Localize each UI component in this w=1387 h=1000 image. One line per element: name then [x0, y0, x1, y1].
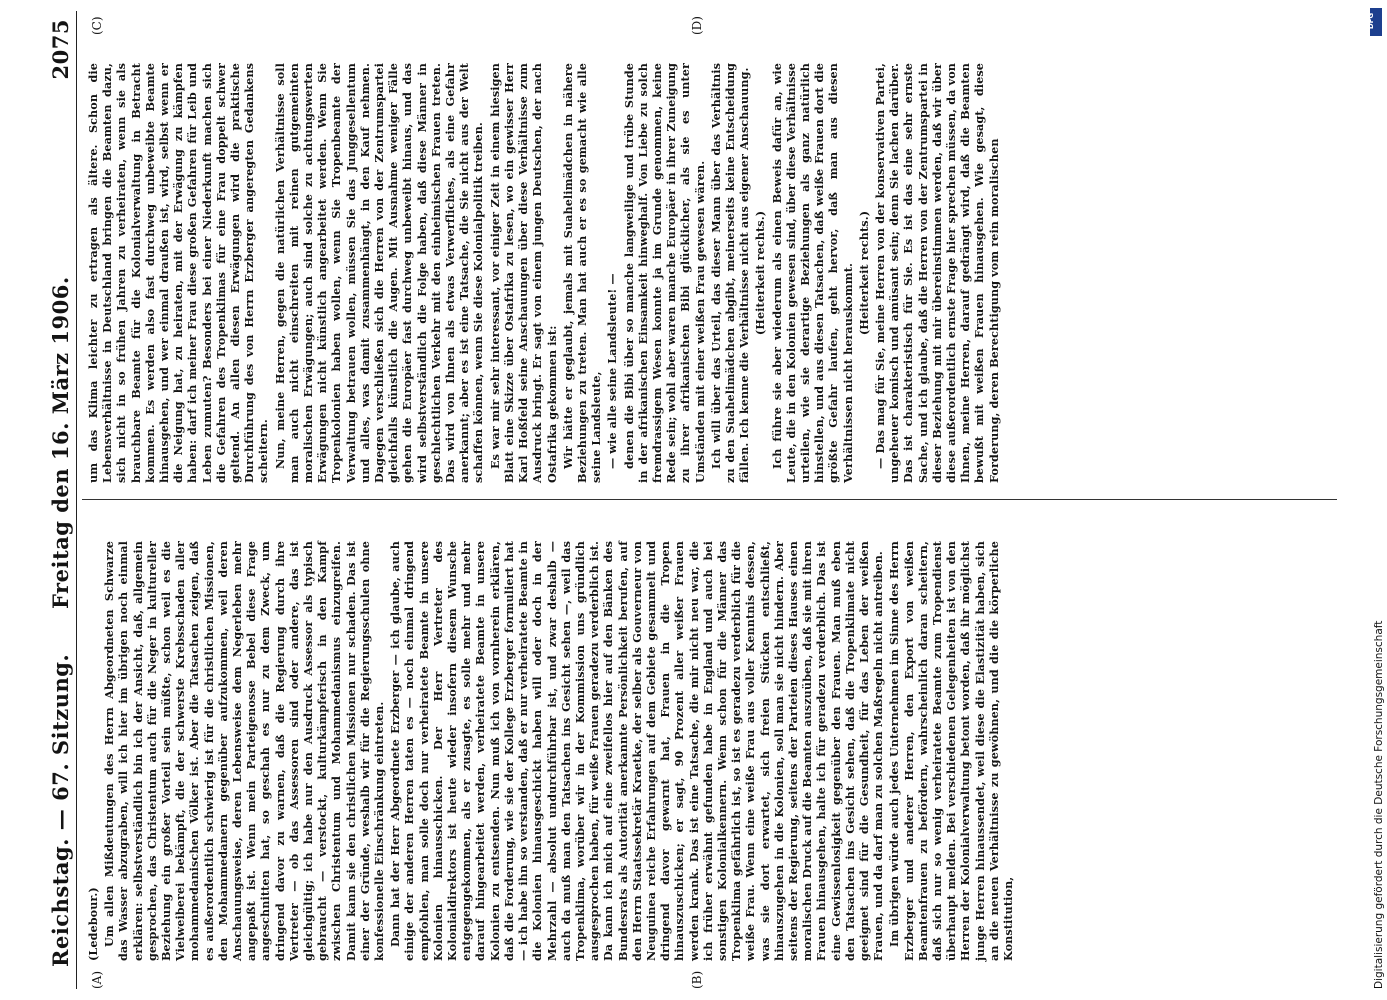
header-rule: [76, 11, 77, 989]
quote-interjection: — wie alle seine Landsleute! —: [605, 273, 620, 469]
margin-letter-c: (C): [90, 16, 104, 35]
paragraph: Es war mir sehr interessant, vor einiger Zeit in einem hiesigen Blatt eine Skizze über Ostafrika zu lesen, wo ein gewisser Herr Karl Hoßfeld seine Anschauungen über diese Verhältnisse zum Ausdruck bringt. Er sagt von einem jungen Deutschen, der nach Ostafrika gekommen ist:: [487, 63, 559, 483]
margin-letter-b: (B): [690, 970, 704, 989]
stage-direction: (Heiterkeit rechts.): [753, 210, 768, 336]
stage-direction: (Heiterkeit rechts.): [856, 210, 871, 336]
paragraph: Um allen Mißdeutungen des Herrn Abgeordneten Schwarze das Wasser abzugraben, will ich hier im übrigen noch einmal erklären: selbstverständlich bin ich der Ansicht, daß, allgemein gesprochen, das Christentum auch für die Neger in kultureller Beziehung ein großer Vorteil sein müßte, schon weil es die Vielweiberei bekämpft, die der schwerste Krebsschaden aller mohammedanischen Völker ist. Aber die Tatsachen zeigen, daß es außerordentlich schwierig ist für die christlichen Missionen, den Mohammedanern gegenüber aufzukommen, weil deren Anschauungsweise, deren Lebensweise dem Negerleben mehr angepaßt ist. Wenn mein Parteigenosse Bebel diese Frage angeschnitten hat, so geschah es nur zu dem Zweck, um dringend davor zu warnen, daß die Regierung durch ihre Vertreter — ob das Assessoren sind oder andere, das ist gleichgültig; ich habe nur den Ausdruck Assessor als typisch gebraucht — verstockt, kulturkämpferisch in den Kampf zwischen Christentum und Mohammedanismus einzugreifen. Damit kann sie den christlichen Missionen nur schaden. Das ist einer der Gründe, weshalb wir für die Regierungsschulen ohne konfessionelle Einschränkung eintreten.: [102, 541, 387, 961]
paragraph: — Das mag für Sie, meine Herren von der konservativen Partei, ungeheuer komisch und amüsant sein; denn Sie lachen darüber. Das ist charakteristisch für Sie. Es ist das eine sehr ernste Sache, und ich glaube, daß die Herren von der Zentrumspartei in dieser Beziehung mit mir übereinstimmen werden, daß wir über diese außerordentlich ernste Frage hier sprechen müssen, da von Ihnen, meine Herren, darauf gedrängt wird, daß die Beamten bewußt mit weißen Frauen hinausgehen. Wie gesagt, diese Forderung, deren Berechtigung vom rein moralischen: [872, 63, 1001, 483]
header-date: Freitag den 16. März 1906.: [48, 276, 73, 609]
paragraph: Ich will über das Urteil, das dieser Mann über das Verhältnis zu den Suahelimädchen abgibt, meinerseits keine Entscheidung fällen. Ich kenne die Verhältnisse nicht aus eigener Anschauung.: [708, 63, 752, 483]
paragraph: Im übrigen würde auch jedes Unternehmen im Sinne des Herrn Erzberger und anderer Herren, den Export von weißen Beamtenfrauen zu befördern, wahrscheinlich daran scheitern, daß sich nur so wenig verheiratete Beamte zum Tropendienst überhaupt melden. Bei verschiedenen Gelegenheiten ist von den Herren der Kolonialverwaltung betont worden, daß ihr möglichst junge Herren hinaussendet, weil diese die Elastizität haben, sich an die neuen Verhältnisse zu gewöhnen, und die die körperliche Konstitution,: [887, 541, 1015, 961]
page-number: 2075: [48, 19, 73, 80]
paragraph: um das Klima leichter zu ertragen als ältere. Schon die Lebensverhältnisse in Deutschland bringen die Beamten dazu, sich nicht in so frühen Jahren zu verheiraten, wenn sie als brauchbare Beamte für die Kolonialverwaltung in Betracht kommen. Es werden also fast durchweg unbeweibte Beamte hinausgehen, und wer einmal draußen ist, wird, selbst wenn er die Neigung hat, zu heiraten, mit der Erwägung zu kämpfen haben: darf ich meiner Frau diese großen Gefahren für Leib und Leben zumuten? Besonders bei einer Niederkunft machen sich die Gefahren des Tropenklimas für eine Frau doppelt schwer geltend. An allen diesen Erwägungen wird die praktische Durchführung des von Herrn Erzberger angeregten Gedankens scheitern.: [86, 63, 271, 483]
header-session: Reichstag. — 67. Sitzung.: [48, 653, 73, 967]
quote: denen die Bibi über so manche langweilige und trübe Stunde in der afrikanischen Einsamkeit hinweghalf. Von Liebe zu solch fremdrassigem Wesen konnte ja im Grunde genommen, keine Rede sein; wohl aber waren manche Europäer in ihrer Zuneigung zu ihrer afrikanischen Bibi glücklicher, als sie es unter Umständen mit einer weißen Frau gewesen wären.: [621, 63, 707, 483]
paragraph: Dann hat der Herr Abgeordnete Erzberger — ich glaube, auch einige der anderen Herren taten es — noch einmal dringend empfohlen, man solle doch nur verheiratete Beamte in unsere Kolonien hinausschicken. Der Herr Vertreter des Kolonialdirektors ist heute wieder insofern diesem Wunsche entgegengekommen, als er zusagte, es solle mehr und mehr darauf hingearbeitet werden, verheiratete Beamte in unsere Kolonien zu entsenden. Nun muß ich von vornherein erklären, daß die Forderung, wie sie der Kollege Erzberger formuliert hat — ich habe ihn so verstanden, daß er nur verheiratete Beamte in die Kolonien hinausgeschickt haben will oder doch in der Mehrzahl — absolut undurchführbar ist, und zwar deshalb — auch da muß man den Tatsachen ins Gesicht sehen —, weil das Tropenklima, worüber wir in der Kommission uns gründlich ausgesprochen haben, für weiße Frauen geradezu verderblich ist. Da kann ich mich auf eine zweifellos hier auf den Bänken des Bundesrats als Autorität anerkannte Persönlichkeit berufen, auf den Herrn Staatssekretär Kraetke, der selber als Gouverneur von Neuguinea reiche Erfahrungen auf dem Gebiete gesammelt und dringend davor gewarnt hat, Frauen in die Tropen hinauszuschicken; er sagt, 90 Prozent aller weißer Frauen werden krank. Das ist eine Tatsache, die mir nicht neu war, die ich früher erwähnt gefunden habe in England und auch bei sonstigen Kolonialkennern. Wenn schon für die Männer das Tropenklima gefährlich ist, so ist es geradezu verderblich für die weiße Frau. Wenn eine weiße Frau aus voller Kenntnis dessen, was sie dort erwartet, sich freien Stücken entschließt, hinauszugehen in die Kolonien, soll man sie nicht hindern. Aber seitens der Regierung, seitens der Parteien dieses Hauses einen moralischen Druck auf die Beamten auszuüben, daß sie mit ihren Frauen hinausgehen, halte ich für geradezu verderblich. Das ist eine Gewissenlosigkeit gegenüber den Frauen. Man muß eben den Tatsachen ins Gesicht sehen, daß die Tropenklimate nicht geeignet sind für die Gesundheit, für das Leben der weißen Frauen, und da darf man zu solchen Maßregeln nicht antreiben.: [388, 541, 886, 961]
paragraph: Nun, meine Herren, gegen die natürlichen Verhältnisse soll man auch nicht einschreiten mit reinen gutgemeinten moralischen Erwägungen; auch sind solche zu achtungswerten Erwägungen nicht künstlich angearbeitet werden. Wenn Sie Tropenkolonien haben wollen, wenn Sie Tropenbeamte der Verwaltung betrauen wollen, müssen Sie das Junggesellentum und alles, was damit zusammenhängt, in den Kauf nehmen. Dagegen verschließen sich die Herren von der Zentrumspartei gleichfalls künstlich die Augen. Mit Ausnahme weniger Fälle gehen die Europäer fast durchweg unbeweibt hinaus, und das wird selbstverständlich die Folge haben, daß diese Männer in geschlechtlichen Verkehr mit den einheimischen Frauen treten. Das wird von Ihnen als etwas Verwerfliches, als eine Gefahr anerkannt; aber es ist eine Tatsache, die Sie nicht aus der Welt schaffen können, wenn Sie diese Kolonialpolitik treiben.: [272, 63, 486, 483]
running-head: [40, 11, 80, 989]
margin-letter-a: (A): [90, 970, 104, 989]
margin-letter-d: (D): [690, 16, 704, 35]
right-column: [86, 63, 1336, 483]
column-divider: [82, 499, 1337, 500]
paragraph: Ich führe sie aber wiederum als einen Beweis dafür an, wie Leute, die in den Kolonien gewesen sind, über diese Verhältnisse urteilen, wie sie derartige Beziehungen als ganz natürlich hinstellen, und aus diesen Tatsachen, daß weiße Frauen dort die größte Gefahr laufen, geht hervor, daß man aus diesen Verhältnissen nicht herauskommt.: [769, 63, 855, 483]
dfg-logo-text: DFG: [1367, 12, 1376, 30]
credit-text: Digitalisierung gefördert durch die Deutsche Forschungsgemeinschaft: [1373, 620, 1385, 989]
left-column: [86, 541, 1336, 961]
digitization-credit: [1370, 10, 1385, 990]
document-page: [40, 11, 1345, 989]
quote: Wir hätte er geglaubt, jemals mit Suahelimädchen in nähere Beziehungen zu treten. Man hat auch er es so gemacht wie alle seine Landsleute,: [560, 63, 604, 483]
speaker-label: (Ledebour.): [86, 887, 100, 961]
